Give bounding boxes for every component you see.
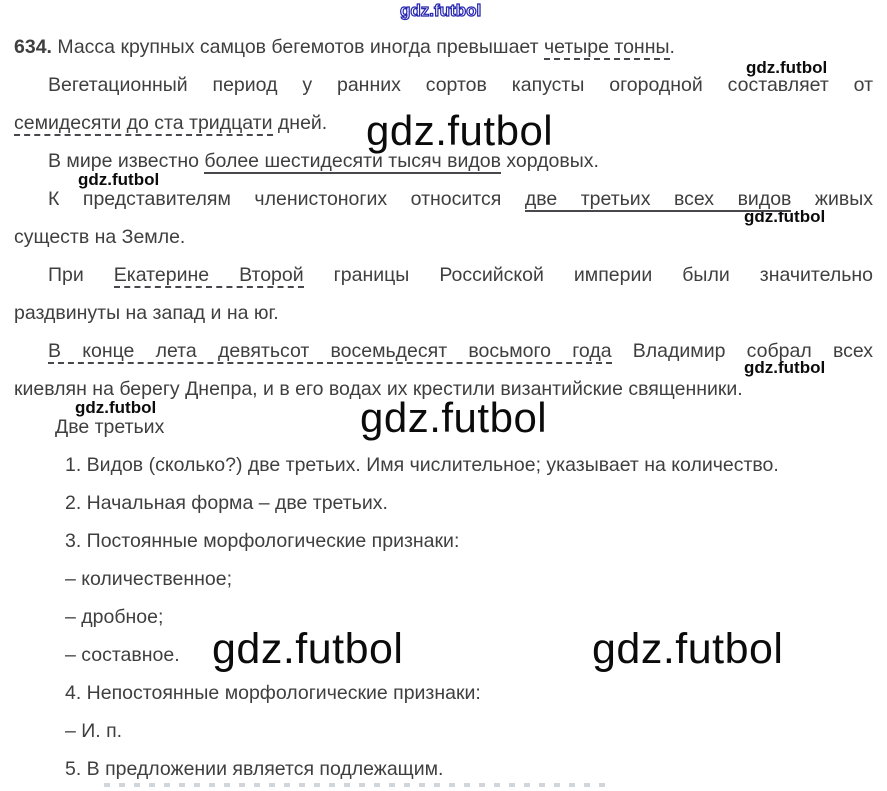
- underlined-phrase: семидесяти до ста тридцати: [14, 112, 273, 134]
- watermark-large: gdz.futbol: [212, 625, 404, 673]
- numeral-heading: [14, 408, 873, 446]
- dash-item: [14, 560, 873, 598]
- text-line: [14, 142, 873, 180]
- watermark-bold: gdz.futbol: [78, 170, 160, 189]
- text-segment: – дробное;: [65, 606, 164, 628]
- list-item: [14, 446, 873, 484]
- text-line: [14, 294, 873, 332]
- text-segment: К представителям членистоногих относится: [48, 188, 525, 210]
- watermark-bold: gdz.futbol: [75, 398, 157, 417]
- text-segment: 1. Видов (сколько?) две третьих. Имя числительное; указывает на количество.: [65, 454, 779, 476]
- text-line: [14, 256, 873, 294]
- list-item: [14, 674, 873, 712]
- text-segment: дней.: [272, 112, 328, 134]
- watermark-bold: gdz.futbol: [746, 58, 828, 77]
- text-segment: Масса крупных самцов бегемотов иногда превышает: [57, 36, 544, 58]
- text-segment: хордовых.: [500, 150, 599, 172]
- text-segment: Две третьих: [55, 416, 165, 438]
- underlined-phrase: В конце лета девятьсот восемьдесят восьмого года: [48, 340, 612, 362]
- text-segment: границы Российской империи были значительно: [303, 264, 873, 286]
- text-line: [14, 332, 873, 370]
- text-line: [14, 104, 873, 142]
- text-segment: – количественное;: [65, 568, 233, 590]
- text-segment: раздвинуты на запад и на юг.: [14, 302, 279, 324]
- text-segment: .: [669, 36, 675, 58]
- text-line: [14, 66, 873, 104]
- dash-item: [14, 636, 873, 674]
- watermark-large: gdz.futbol: [592, 625, 784, 673]
- text-segment: При: [48, 264, 114, 286]
- text-segment: живых: [791, 188, 873, 210]
- text-segment: – составное.: [65, 644, 180, 666]
- watermark-outline: gdz.futbol: [400, 1, 482, 20]
- underlined-phrase: две третьих всех видов: [524, 188, 792, 210]
- underlined-phrase: Екатерине Второй: [113, 264, 304, 286]
- text-line: [14, 180, 873, 218]
- dash-item: [14, 712, 873, 750]
- text-segment: 3. Постоянные морфологические признаки:: [65, 530, 460, 552]
- text-line: [14, 370, 873, 408]
- exercise-number: 634.: [14, 36, 58, 58]
- bottom-cutoff-line: [104, 783, 609, 787]
- text-segment: Владимир собрал всех: [611, 340, 873, 362]
- list-item: [14, 484, 873, 522]
- text-segment: киевлян на берегу Днепра, и в его водах их крестили византийские священники.: [14, 378, 743, 400]
- dash-item: [14, 598, 873, 636]
- text-segment: В мире известно: [48, 150, 205, 172]
- text-segment: существ на Земле.: [14, 226, 186, 248]
- watermark-bold: gdz.futbol: [744, 358, 826, 377]
- watermark-bold: gdz.futbol: [744, 207, 826, 226]
- underlined-phrase: четыре тонны: [543, 36, 670, 58]
- underlined-phrase: более шестидесяти тысяч видов: [204, 150, 501, 172]
- list-item: [14, 522, 873, 560]
- text-segment: – И. п.: [65, 720, 123, 742]
- text-segment: 5. В предложении является подлежащим.: [65, 758, 444, 780]
- text-segment: Вегетационный период у ранних сортов капусты огородной составляет от: [48, 74, 873, 96]
- exercise-line: [14, 28, 873, 66]
- text-segment: 4. Непостоянные морфологические признаки:: [65, 682, 481, 704]
- text-line: [14, 218, 873, 256]
- watermark-large: gdz.futbol: [366, 107, 554, 154]
- watermark-large: gdz.futbol: [360, 394, 548, 441]
- text-segment: 2. Начальная форма – две третьих.: [65, 492, 388, 514]
